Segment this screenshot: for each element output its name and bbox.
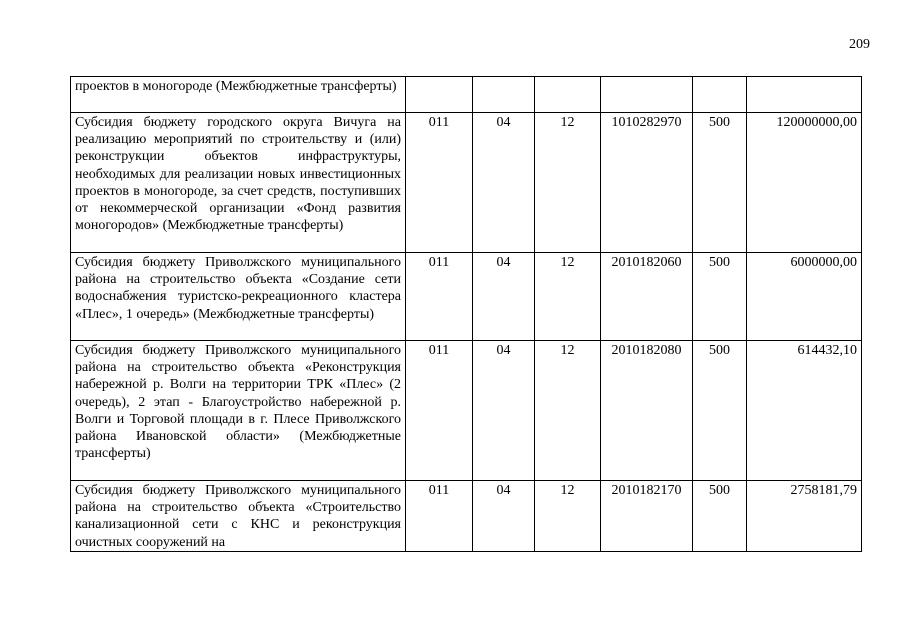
row-code-1: 011 <box>406 253 473 341</box>
row-code-2: 04 <box>473 341 535 481</box>
row-target-article: 1010282970 <box>601 113 693 253</box>
table-row <box>71 341 862 481</box>
row-code-1: 011 <box>406 481 473 552</box>
row-amount <box>747 77 862 113</box>
row-code-1 <box>406 77 473 113</box>
table-row <box>71 77 862 113</box>
row-expense-type: 500 <box>693 253 747 341</box>
row-description: Субсидия бюджету Приволжского муниципального района на строительство объекта «Создание сети водоснабжения туристско-рекреационного кластера «Плес», 1 очередь» (Межбюджетные трансферты) <box>71 253 406 341</box>
row-description: Субсидия бюджету Приволжского муниципального района на строительство объекта «Строительство канализационной сети с КНС и реконструкция очистных сооружений на <box>71 481 406 552</box>
row-expense-type: 500 <box>693 481 747 552</box>
row-expense-type <box>693 77 747 113</box>
row-expense-type: 500 <box>693 113 747 253</box>
row-code-3: 12 <box>535 113 601 253</box>
row-amount: 2758181,79 <box>747 481 862 552</box>
row-code-2: 04 <box>473 113 535 253</box>
table-row <box>71 253 862 341</box>
row-code-2: 04 <box>473 253 535 341</box>
page-number: 209 <box>849 37 870 52</box>
row-expense-type: 500 <box>693 341 747 481</box>
row-code-3: 12 <box>535 481 601 552</box>
row-target-article: 2010182170 <box>601 481 693 552</box>
row-description: Субсидия бюджету городского округа Вичуга на реализацию мероприятий по строительству и (или) реконструкции объектов инфраструктуры, необходимых для реализации новых инвестиционных проектов в моногороде, за счет средств, поступивших от некоммерческой организации «Фонд развития моногородов» (Межбюджетные трансферты) <box>71 113 406 253</box>
row-code-1: 011 <box>406 341 473 481</box>
table-row <box>71 113 862 253</box>
row-code-2: 04 <box>473 481 535 552</box>
row-description: Субсидия бюджету Приволжского муниципального района на строительство объекта «Реконструкция набережной р. Волги на территории ТРК «Плес» (2 очередь), 2 этап - Благоустройство набережной р. Волги и Торговой площади в г. Плесе Приволжского района Ивановской области» (Межбюджетные трансферты) <box>71 341 406 481</box>
row-code-3: 12 <box>535 253 601 341</box>
row-target-article: 2010182060 <box>601 253 693 341</box>
row-target-article: 2010182080 <box>601 341 693 481</box>
row-code-3: 12 <box>535 341 601 481</box>
row-amount: 614432,10 <box>747 341 862 481</box>
row-code-2 <box>473 77 535 113</box>
row-code-1: 011 <box>406 113 473 253</box>
budget-table <box>70 76 862 552</box>
row-target-article <box>601 77 693 113</box>
row-amount: 6000000,00 <box>747 253 862 341</box>
table-row <box>71 481 862 552</box>
row-amount: 120000000,00 <box>747 113 862 253</box>
row-code-3 <box>535 77 601 113</box>
row-description: проектов в моногороде (Межбюджетные трансферты) <box>71 77 406 113</box>
